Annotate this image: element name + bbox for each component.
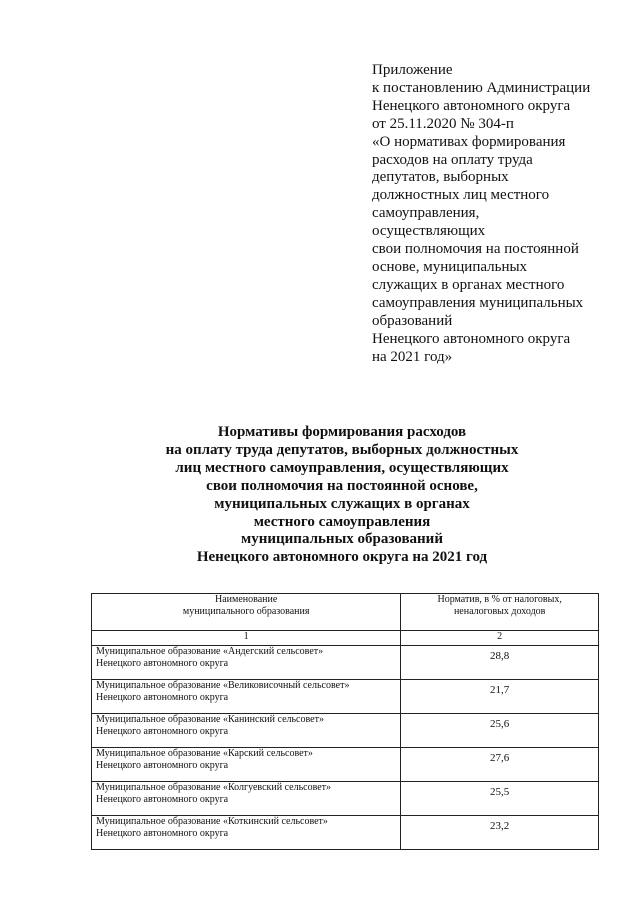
municipality-region: Ненецкого автономного округа [96, 726, 229, 737]
municipality-name: Муниципальное образование «Канинский сельсовет» [96, 714, 324, 725]
appendix-line: Ненецкого автономного округа [372, 97, 571, 114]
title-line: на оплату труда депутатов, выборных должностных [165, 441, 519, 458]
appendix-line: основе, муниципальных [372, 258, 528, 275]
appendix-line: Ненецкого автономного округа [372, 330, 571, 347]
municipality-region: Ненецкого автономного округа [96, 692, 229, 703]
header-value-line: Норматив, в % от налоговых, [437, 594, 562, 605]
title-line: свои полномочия на постоянной основе, [206, 477, 478, 494]
title-line: местного самоуправления [253, 513, 431, 530]
appendix-line: должностных лиц местного [372, 187, 550, 204]
municipality-name: Муниципальное образование «Андегский сельсовет» [96, 646, 324, 657]
title-line: муниципальных образований [241, 531, 443, 548]
municipality-name: Муниципальное образование «Великовисочный сельсовет» [96, 680, 350, 691]
municipality-name-cell [92, 816, 401, 850]
header-name-cell [92, 594, 401, 631]
document-title [100, 424, 584, 567]
table-row [92, 714, 599, 748]
title-line: Ненецкого автономного округа на 2021 год [196, 549, 488, 566]
appendix-line: «О нормативах формирования [372, 133, 566, 150]
norm-value: 25,5 [401, 782, 599, 816]
municipality-region: Ненецкого автономного округа [96, 658, 229, 669]
municipality-name: Муниципальное образование «Колгуевский сельсовет» [96, 782, 332, 793]
header-name-line: Наименование [215, 594, 278, 605]
municipality-name-cell [92, 680, 401, 714]
municipality-name: Муниципальное образование «Коткинский сельсовет» [96, 816, 328, 827]
norm-value: 23,2 [401, 816, 599, 850]
appendix-line: депутатов, выборных [372, 169, 509, 186]
municipality-name: Муниципальное образование «Карский сельсовет» [96, 748, 313, 759]
appendix-line: расходов на оплату труда [372, 151, 533, 168]
appendix-line: от 25.11.2020 № 304-п [372, 115, 514, 132]
municipality-region: Ненецкого автономного округа [96, 828, 229, 839]
norm-value: 21,7 [401, 680, 599, 714]
table-header-row [92, 594, 599, 631]
norm-value: 27,6 [401, 748, 599, 782]
appendix-line: самоуправления муниципальных [372, 294, 584, 311]
municipality-name-cell [92, 782, 401, 816]
appendix-line: служащих в органах местного [372, 276, 565, 293]
appendix-line: образований [372, 312, 453, 329]
norm-value: 28,8 [401, 646, 599, 680]
column-number: 2 [401, 631, 599, 646]
column-number-row [92, 631, 599, 646]
table-row [92, 748, 599, 782]
municipality-region: Ненецкого автономного округа [96, 794, 229, 805]
municipality-name-cell [92, 748, 401, 782]
table-row [92, 782, 599, 816]
table-row [92, 680, 599, 714]
municipality-name-cell [92, 646, 401, 680]
header-name-line: муниципального образования [182, 606, 310, 617]
norms-table [91, 593, 599, 850]
municipality-name-cell [92, 714, 401, 748]
header-value-cell [401, 594, 599, 631]
norm-value: 25,6 [401, 714, 599, 748]
appendix-line: к постановлению Администрации [372, 79, 591, 96]
municipality-region: Ненецкого автономного округа [96, 760, 229, 771]
appendix-block [372, 62, 622, 366]
table-row [92, 646, 599, 680]
table-row [92, 816, 599, 850]
appendix-line: Приложение [372, 62, 453, 78]
title-line: лиц местного самоуправления, осуществляющих [175, 459, 509, 476]
title-line: Нормативы формирования расходов [217, 424, 467, 440]
header-value-line: неналоговых доходов [453, 606, 546, 617]
column-number: 1 [92, 631, 401, 646]
appendix-line: осуществляющих [372, 223, 486, 240]
title-line: муниципальных служащих в органах [214, 495, 470, 512]
appendix-line: на 2021 год» [372, 348, 453, 365]
appendix-line: свои полномочия на постоянной [372, 241, 579, 258]
appendix-line: самоуправления, [372, 205, 480, 222]
